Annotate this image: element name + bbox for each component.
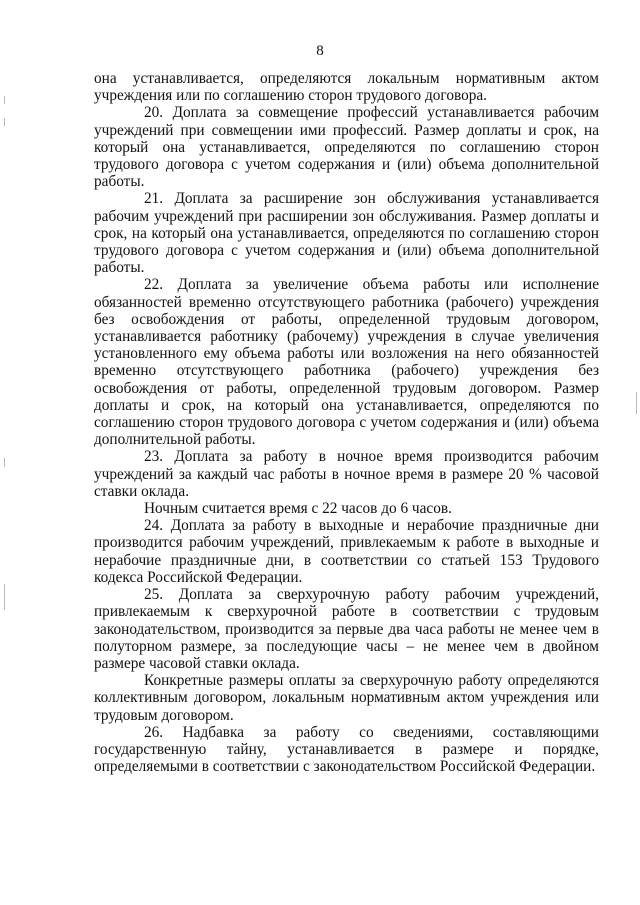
paragraph-22: 22. Доплата за увеличение объема работы или исполнение обязанностей временно отсутствующего работника (рабочего) учреждения без освобождения от работы, определенной трудовым договором, устанавливается работнику (рабочему) учреждения в случае увеличения установленного ему объема работы или возложения на него обязанностей временно отсутствующего работника (рабочего) учреждения без освобождения от работы, определенной трудовым договором. Размер доплаты и срок, на который она устанавливается, определяются по соглашению сторон трудового договора с учетом содержания и (или) объема дополнительной работы.	[94, 276, 599, 449]
paragraph-night-time: Ночным считается время с 22 часов до 6 часов.	[144, 500, 452, 518]
paragraph-26: 26. Надбавка за работу со сведениями, составляющими государственную тайну, устанавливается в размере и порядке, определяемыми в соответствии с законодательством Российской Федерации.	[94, 723, 599, 776]
scan-edge-mark	[4, 458, 5, 467]
paragraph-23: 23. Доплата за работу в ночное время производится рабочим учреждений за каждый час работы в ночное время в размере 20 % часовой ставки оклада.	[94, 448, 599, 500]
paragraph-continuation: она устанавливается, определяются локальным нормативным актом учреждения или по соглашению сторон трудового договора.	[94, 70, 599, 105]
paragraph-overtime-rates: Конкретные размеры оплаты за сверхурочную работу определяются коллективным договором, локальным нормативным актом учреждения или трудовым договором.	[94, 672, 599, 724]
scan-edge-mark	[4, 584, 5, 610]
paragraph-24: 24. Доплата за работу в выходные и нерабочие праздничные дни производится рабочим учреждений, привлекаемым к работе в выходные и нерабочие праздничные дни, в соответствии со статьей 153 Трудового кодекса Российской Федерации.	[94, 517, 599, 586]
document-body	[94, 70, 599, 775]
paragraph-25: 25. Доплата за сверхурочную работу рабочим учреждений, привлекаемым к сверхурочной работе в соответствии с трудовым законодательством, производится за первые два часа работы не менее чем в полуторном размере, за последующие часы – не менее чем в двойном размере часовой ставки оклада.	[94, 586, 599, 672]
page-number: 8	[316, 43, 324, 59]
scan-edge-mark	[4, 96, 5, 104]
scan-edge-mark	[636, 392, 637, 414]
scan-edge-mark	[4, 118, 5, 126]
paragraph-20: 20. Доплата за совмещение профессий устанавливается рабочим учреждений при совмещении ими профессий. Размер доплаты и срок, на который она устанавливается, определяются по соглашению сторон трудового договора с учетом содержания и (или) объема дополнительной работы.	[94, 104, 599, 191]
paragraph-21: 21. Доплата за расширение зон обслуживания устанавливается рабочим учреждений при расширении зон обслуживания. Размер доплаты и срок, на который она устанавливается, определяются по соглашению сторон трудового договора с учетом содержания и (или) объема дополнительной работы.	[94, 190, 599, 277]
